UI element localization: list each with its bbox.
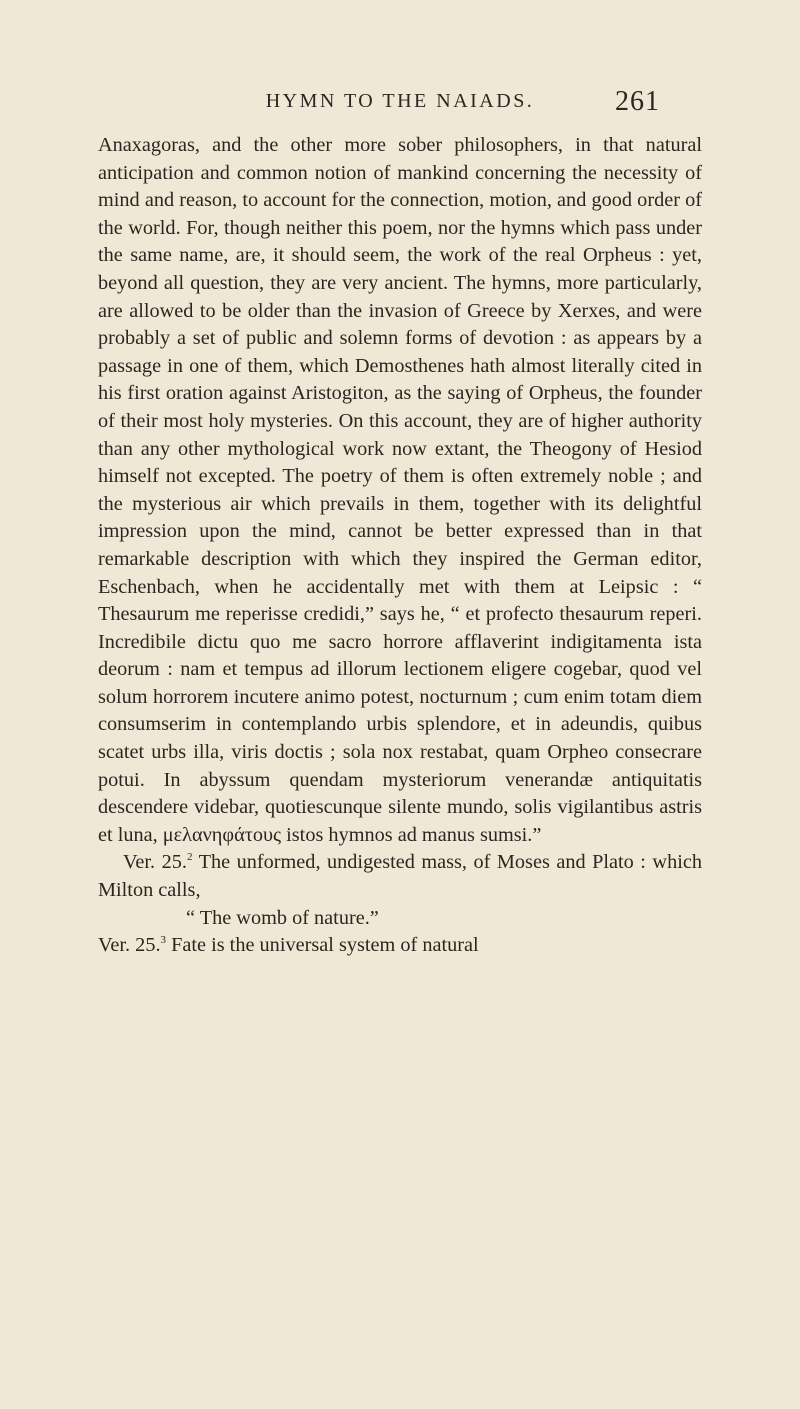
verse-note-paragraph (98, 932, 702, 960)
verse-reference: Ver. 25. (123, 851, 187, 874)
verse-note-text: Fate is the universal system of natural (166, 934, 479, 957)
block-quote: “ The womb of nature.” (186, 906, 379, 929)
running-title: HYMN TO THE NAIADS. (265, 90, 535, 112)
page-number: 261 (615, 86, 660, 117)
footnote-marker: 2 (186, 851, 193, 864)
body-text (98, 132, 702, 960)
verse-reference: Ver. 25. (98, 934, 161, 957)
running-head (0, 86, 800, 122)
verse-note-paragraph (98, 849, 702, 904)
footnote-marker: 3 (160, 934, 167, 947)
main-paragraph: Anaxagoras, and the other more sober philosophers, in that natural anticipation and common notion of mankind concerning the necessity of mind and reason, to account for the connection, motion, and good order of the world. For, though neither this poem, nor the hymns which pass under the same name, are, it should seem, the work of the real Orpheus : yet, beyond all question, they are very ancient. The hymns, more particularly, are allowed to be older than the invasion of Greece by Xerxes, and were probably a set of public and solemn forms of devotion : as appears by a passage in one of them, which Demosthenes hath almost literally cited in his first oration against Aristogiton, as the saying of Orpheus, the founder of their most holy mysteries. On this account, they are of higher authority than any other mythological work now extant, the Theogony of Hesiod himself not excepted. The poetry of them is often extremely noble ; and the mysterious air which prevails in them, together with its delightful impression upon the mind, cannot be better expressed than in that remarkable description with which they inspired the German editor, Eschenbach, when he accidentally met with them at Leipsic : “ Thesaurum me reperisse credidi,” says he, “ et profecto thesaurum reperi. Incredibile dictu quo me sacro horrore afflaverint indigitamenta ista deorum : nam et tempus ad illorum lectionem eligere cogebar, quod vel solum horrorem incutere animo potest, nocturnum ; cum enim totam diem consumserim in contemplando urbis splendore, et in adeundis, quibus scatet urbs illa, viris doctis ; sola nox restabat, quam Orpheo consecrare potui. In abyssum quendam mysteriorum venerandæ antiquitatis descendere videbar, quotiescunque silente mundo, solis vigilantibus astris et luna, μελανηφάτους istos hymnos ad manus sumsi.” (98, 134, 702, 846)
verse-note-text: The unformed, undigested mass, of Moses and Plato : which Milton calls, (98, 851, 702, 902)
